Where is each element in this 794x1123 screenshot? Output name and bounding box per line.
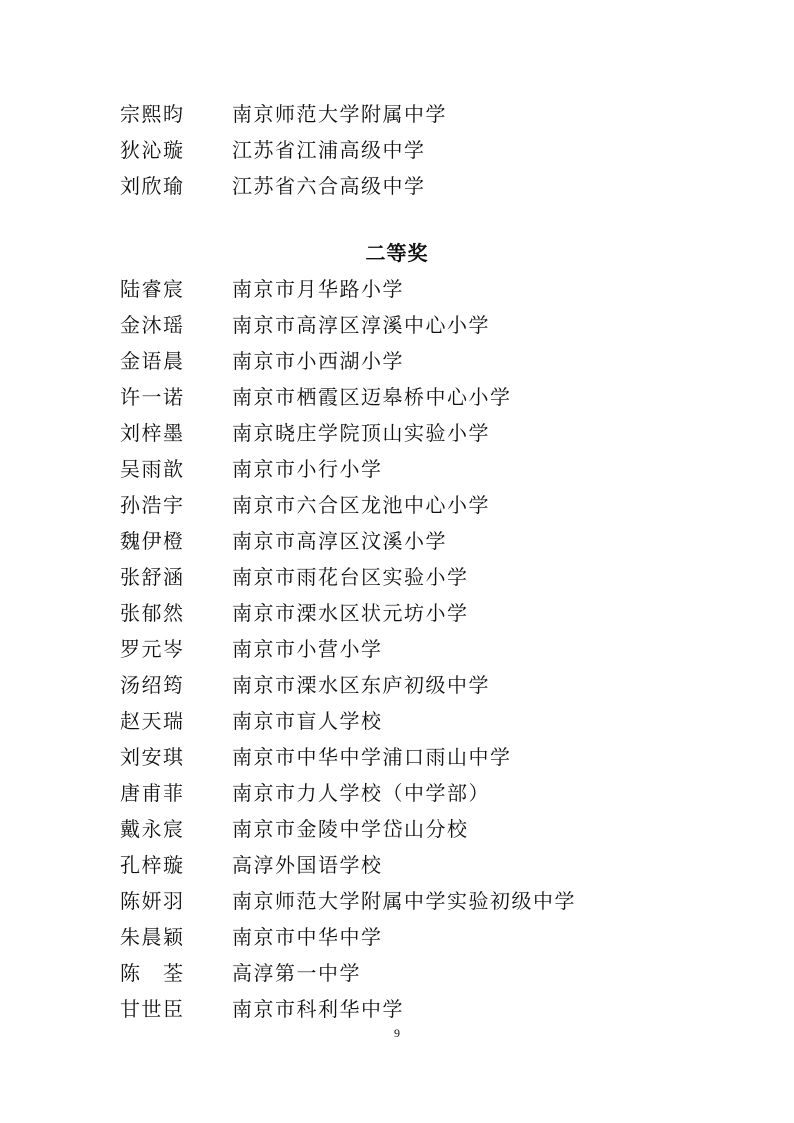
school-name: 南京市溧水区状元坊小学 <box>232 601 469 625</box>
school-name: 南京市盲人学校 <box>232 709 383 733</box>
award-entry-row <box>0 168 794 204</box>
school-name: 南京市高淳区淳溪中心小学 <box>232 313 490 337</box>
student-name: 金沐瑶 <box>120 313 185 337</box>
student-name: 陈 荃 <box>120 961 185 985</box>
school-name: 南京市栖霞区迈皋桥中心小学 <box>232 385 512 409</box>
student-name: 罗元岑 <box>120 637 185 661</box>
school-name: 高淳外国语学校 <box>232 853 383 877</box>
second-prize-list <box>0 271 794 1027</box>
student-name: 甘世臣 <box>120 997 185 1021</box>
student-name: 刘安琪 <box>120 745 185 769</box>
school-name: 南京市月华路小学 <box>232 277 404 301</box>
school-name: 南京晓庄学院顶山实验小学 <box>232 421 490 445</box>
school-name: 南京市科利华中学 <box>232 997 404 1021</box>
student-name: 张舒涵 <box>120 565 185 589</box>
student-name: 赵天瑞 <box>120 709 185 733</box>
award-entry-row <box>0 955 794 991</box>
award-entry-row <box>0 991 794 1027</box>
student-name: 孔梓璇 <box>120 853 185 877</box>
student-name: 金语晨 <box>120 349 185 373</box>
student-name: 宗熙昀 <box>120 102 185 126</box>
student-name: 吴雨歆 <box>120 457 185 481</box>
school-name: 江苏省江浦高级中学 <box>232 138 426 162</box>
award-entry-row <box>0 487 794 523</box>
student-name: 朱晨颖 <box>120 925 185 949</box>
school-name: 南京市溧水区东庐初级中学 <box>232 673 490 697</box>
award-entry-row <box>0 379 794 415</box>
student-name: 汤绍筠 <box>120 673 185 697</box>
student-name: 刘欣瑜 <box>120 174 185 198</box>
page-number: 9 <box>394 1026 400 1040</box>
award-entry-row <box>0 96 794 132</box>
school-name: 江苏省六合高级中学 <box>232 174 426 198</box>
award-entry-row <box>0 739 794 775</box>
student-name: 陆睿宸 <box>120 277 185 301</box>
top-award-list <box>0 96 794 204</box>
student-name: 唐甫菲 <box>120 781 185 805</box>
school-name: 南京市小西湖小学 <box>232 349 404 373</box>
student-name: 狄沁璇 <box>120 138 185 162</box>
award-entry-row <box>0 523 794 559</box>
award-entry-row <box>0 307 794 343</box>
award-entry-row <box>0 703 794 739</box>
award-entry-row <box>0 631 794 667</box>
student-name: 魏伊橙 <box>120 529 185 553</box>
student-name: 戴永宸 <box>120 817 185 841</box>
school-name: 南京市中华中学 <box>232 925 383 949</box>
school-name: 南京市六合区龙池中心小学 <box>232 493 490 517</box>
school-name: 南京师范大学附属中学 <box>232 102 447 126</box>
student-name: 许一诺 <box>120 385 185 409</box>
student-name: 孙浩宇 <box>120 493 185 517</box>
award-entry-row <box>0 271 794 307</box>
school-name: 南京市金陵中学岱山分校 <box>232 817 469 841</box>
school-name: 南京市中华中学浦口雨山中学 <box>232 745 512 769</box>
school-name: 高淳第一中学 <box>232 961 361 985</box>
award-entry-row <box>0 667 794 703</box>
award-entry-row <box>0 775 794 811</box>
award-entry-row <box>0 595 794 631</box>
award-entry-row <box>0 847 794 883</box>
award-entry-row <box>0 415 794 451</box>
award-entry-row <box>0 559 794 595</box>
award-entry-row <box>0 343 794 379</box>
student-name: 张郁然 <box>120 601 185 625</box>
award-entry-row <box>0 919 794 955</box>
second-prize-heading: 二等奖 <box>365 241 429 265</box>
school-name: 南京市高淳区汶溪小学 <box>232 529 447 553</box>
award-entry-row <box>0 132 794 168</box>
school-name: 南京市力人学校（中学部） <box>232 781 490 805</box>
school-name: 南京市雨花台区实验小学 <box>232 565 469 589</box>
award-entry-row <box>0 811 794 847</box>
student-name: 刘梓墨 <box>120 421 185 445</box>
award-entry-row <box>0 883 794 919</box>
school-name: 南京师范大学附属中学实验初级中学 <box>232 889 576 913</box>
award-entry-row <box>0 451 794 487</box>
school-name: 南京市小行小学 <box>232 457 383 481</box>
student-name: 陈妍羽 <box>120 889 185 913</box>
school-name: 南京市小营小学 <box>232 637 383 661</box>
